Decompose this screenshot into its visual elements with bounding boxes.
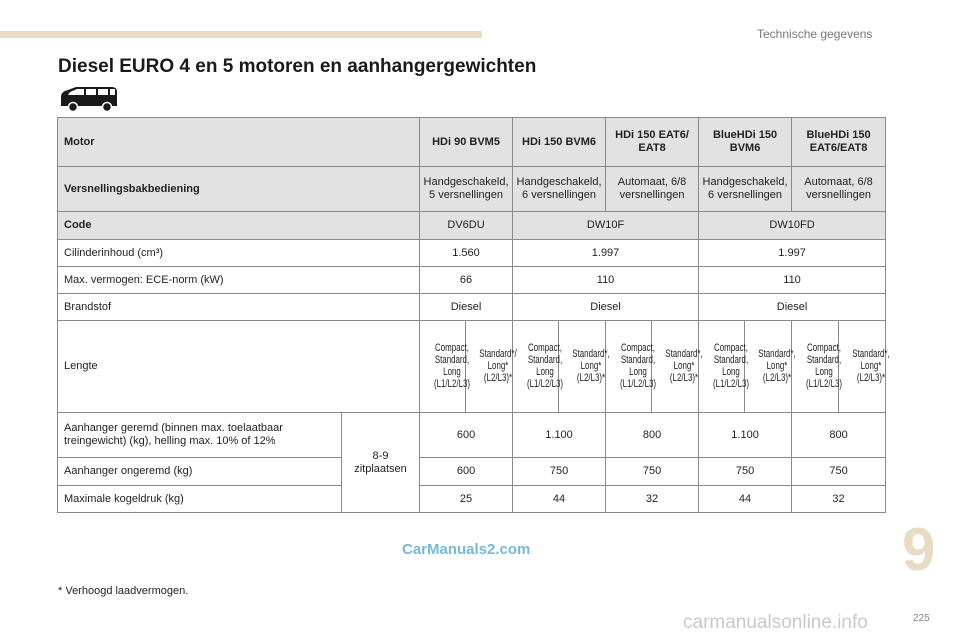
length-cell bbox=[420, 321, 471, 413]
row-label: Lengte bbox=[58, 321, 420, 413]
table-row-motor bbox=[58, 118, 886, 167]
seats-cell: 8-9 zitplaatsen bbox=[342, 413, 420, 513]
value-cell: 25 bbox=[420, 486, 513, 513]
value-cell: 750 bbox=[513, 458, 606, 486]
length-text: Standard*, Long* (L2/L3)* bbox=[665, 348, 703, 384]
table-row-power bbox=[58, 267, 886, 294]
row-label: Max. vermogen: ECE-norm (kW) bbox=[58, 267, 420, 294]
code-cell: DV6DU bbox=[420, 212, 513, 240]
value-cell: 750 bbox=[792, 458, 886, 486]
row-label: Versnellingsbakbediening bbox=[58, 167, 420, 212]
row-label: Cilinderinhoud (cm³) bbox=[58, 240, 420, 267]
length-text: Compact, Standard, Long (L1/L2/L3) bbox=[526, 342, 564, 390]
watermark-footer: carmanualsonline.info bbox=[683, 612, 868, 633]
gear-cell: Handgeschakeld, 6 versnellingen bbox=[699, 167, 792, 212]
table-row-code bbox=[58, 212, 886, 240]
value-cell: 44 bbox=[513, 486, 606, 513]
length-text: Compact, Standard, Long (L1/L2/L3) bbox=[805, 342, 843, 390]
motor-cell: BlueHDi 150 EAT6/EAT8 bbox=[792, 118, 886, 167]
gear-cell: Automaat, 6/8 versnellingen bbox=[606, 167, 699, 212]
value-cell: 600 bbox=[420, 458, 513, 486]
gear-cell: Handgeschakeld, 5 versnellingen bbox=[420, 167, 513, 212]
code-cell: DW10F bbox=[513, 212, 699, 240]
value-cell: 44 bbox=[699, 486, 792, 513]
table-row-unbraked-trailer bbox=[58, 458, 886, 486]
value-cell: 1.560 bbox=[420, 240, 513, 267]
row-label: Code bbox=[58, 212, 420, 240]
value-cell: 32 bbox=[606, 486, 699, 513]
table-row-length bbox=[58, 321, 886, 413]
table-row-nose-weight bbox=[58, 486, 886, 513]
value-cell: 750 bbox=[606, 458, 699, 486]
value-cell: 800 bbox=[606, 413, 699, 458]
value-cell: Diesel bbox=[420, 294, 513, 321]
code-cell: DW10FD bbox=[699, 212, 886, 240]
motor-cell: HDi 150 EAT6/ EAT8 bbox=[606, 118, 699, 167]
motor-cell: BlueHDi 150 BVM6 bbox=[699, 118, 792, 167]
table-row-displacement bbox=[58, 240, 886, 267]
header-bar bbox=[0, 31, 482, 38]
length-text: Compact, Standard, Long (L1/L2/L3) bbox=[433, 342, 471, 390]
row-label: Aanhanger geremd (binnen max. toelaatbaar treingewicht) (kg), helling max. 10% of 12% bbox=[58, 413, 342, 458]
value-cell: 32 bbox=[792, 486, 886, 513]
value-cell: 66 bbox=[420, 267, 513, 294]
watermark-link[interactable]: CarManuals2.com bbox=[402, 541, 531, 558]
value-cell: 1.100 bbox=[699, 413, 792, 458]
row-label: Maximale kogeldruk (kg) bbox=[58, 486, 342, 513]
table-row-braked-trailer bbox=[58, 413, 886, 458]
van-icon bbox=[58, 84, 120, 112]
length-text: Standard*/ Long* (L2/L3)* bbox=[479, 348, 517, 384]
motor-cell: HDi 150 BVM6 bbox=[513, 118, 606, 167]
gear-cell: Automaat, 6/8 versnellingen bbox=[792, 167, 886, 212]
table-row-gearbox bbox=[58, 167, 886, 212]
gear-cell: Handgeschakeld, 6 versnellingen bbox=[513, 167, 606, 212]
row-label: Brandstof bbox=[58, 294, 420, 321]
value-cell: 110 bbox=[699, 267, 886, 294]
length-text: Standard*, Long* (L2/L3)* bbox=[572, 348, 610, 384]
length-text: Compact, Standard, Long (L1/L2/L3) bbox=[619, 342, 657, 390]
value-cell: 1.997 bbox=[699, 240, 886, 267]
row-label: Aanhanger ongeremd (kg) bbox=[58, 458, 342, 486]
section-label: Technische gegevens bbox=[757, 27, 873, 41]
value-cell: 1.100 bbox=[513, 413, 606, 458]
value-cell: 750 bbox=[699, 458, 792, 486]
page-title: Diesel EURO 4 en 5 motoren en aanhangergewichten bbox=[58, 56, 537, 77]
value-cell: 110 bbox=[513, 267, 699, 294]
length-text: Standard*, Long* (L2/L3)* bbox=[758, 348, 796, 384]
length-text: Compact, Standard, Long (L1/L2/L3) bbox=[712, 342, 750, 390]
value-cell: 800 bbox=[792, 413, 886, 458]
value-cell: Diesel bbox=[699, 294, 886, 321]
value-cell: Diesel bbox=[513, 294, 699, 321]
value-cell: 1.997 bbox=[513, 240, 699, 267]
motor-cell: HDi 90 BVM5 bbox=[420, 118, 513, 167]
length-text: Standard*, Long* (L2/L3)* bbox=[852, 348, 890, 384]
page-number: 225 bbox=[913, 613, 930, 624]
chapter-number: 9 bbox=[902, 516, 936, 583]
specs-table bbox=[57, 117, 890, 513]
footnote: * Verhoogd laadvermogen. bbox=[58, 585, 189, 597]
value-cell: 600 bbox=[420, 413, 513, 458]
row-label: Motor bbox=[58, 118, 420, 167]
table-row-fuel bbox=[58, 294, 886, 321]
